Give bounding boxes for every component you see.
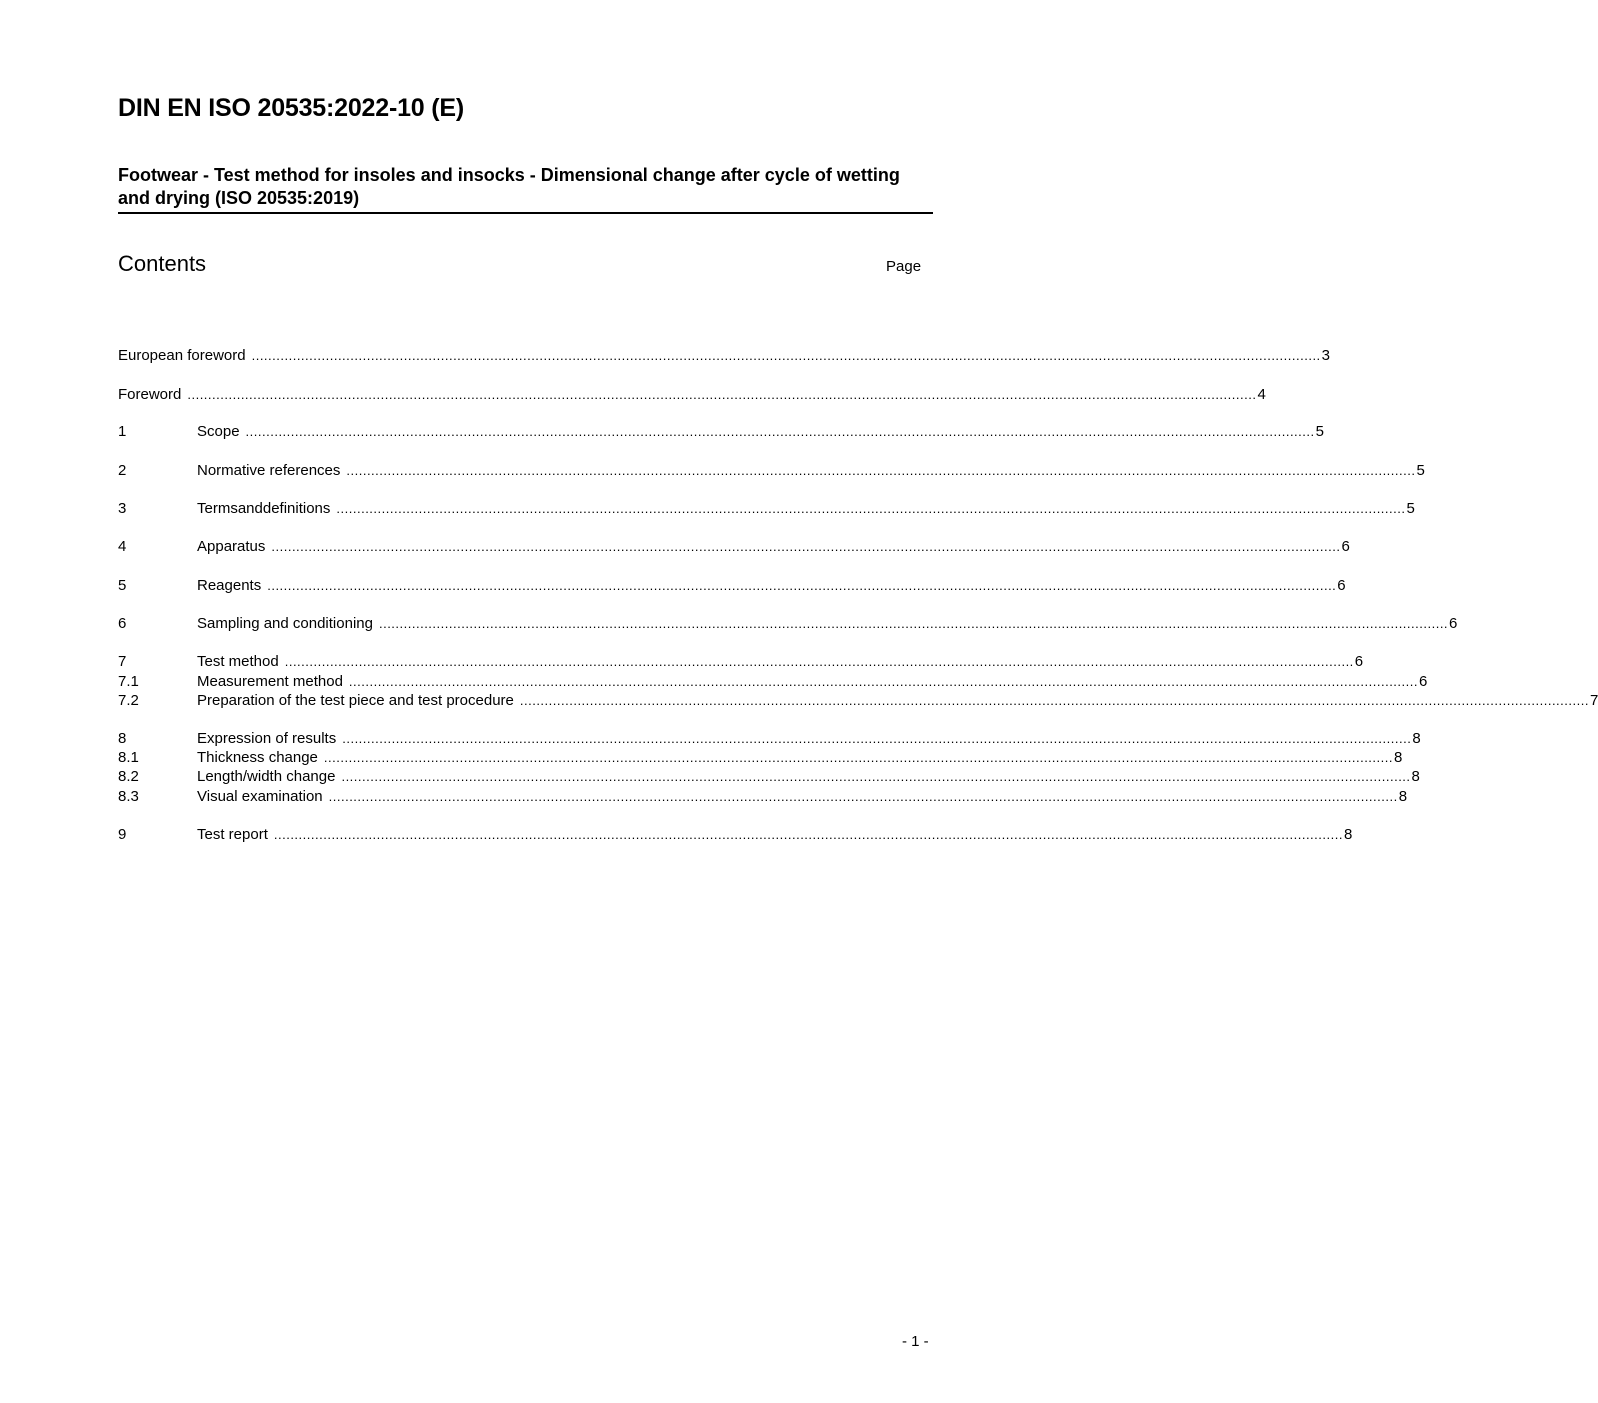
document-subtitle: Footwear - Test method for insoles and insocks - Dimensional change after cycle of wetting and drying (ISO 20535:2019)	[118, 164, 933, 214]
toc-entry-number: 7.1	[118, 673, 139, 690]
toc-leader-dots: ....................................................................................................................................................................................................................................................................	[273, 827, 1343, 842]
toc-leader-dots: ....................................................................................................................................................................................................................................................................	[342, 731, 1412, 746]
toc-leader-dots: ....................................................................................................................................................................................................................................................................	[348, 674, 1418, 689]
toc-entry-title: Foreword	[118, 386, 182, 403]
toc-entry-preparation-of-test-piece[interactable]	[118, 691, 1598, 710]
toc-entry-number: 6	[118, 615, 127, 632]
contents-heading: Contents	[118, 251, 207, 276]
toc-entry-page: 8	[1398, 788, 1408, 805]
toc-entry-foreword[interactable]	[118, 385, 1266, 404]
toc-entry-expression-of-results[interactable]	[118, 729, 1421, 748]
toc-leader-dots: ....................................................................................................................................................................................................................................................................	[267, 578, 1337, 593]
toc-entry-number: 8.2	[118, 768, 139, 785]
toc-entry-page: 4	[1257, 386, 1266, 403]
toc-entry-length-width-change[interactable]	[118, 767, 1420, 786]
toc-leader-dots: ....................................................................................................................................................................................................................................................................	[336, 501, 1406, 516]
document-title: DIN EN ISO 20535:2022-10 (E)	[118, 94, 464, 122]
toc-entry-number: 8.1	[118, 749, 139, 766]
toc-entry-test-method[interactable]	[118, 652, 1364, 671]
toc-entry-page: 6	[1418, 673, 1428, 690]
toc-entry-title: Sampling and conditioning	[197, 615, 373, 632]
toc-leader-dots: ....................................................................................................................................................................................................................................................................	[519, 693, 1589, 708]
toc-entry-title: Normative references	[197, 462, 341, 479]
toc-entry-european-foreword[interactable]	[118, 346, 1331, 365]
toc-entry-title: Visual examination	[197, 788, 323, 805]
toc-entry-page: 8	[1412, 730, 1421, 747]
toc-entry-title: Preparation of the test piece and test procedure	[197, 692, 514, 709]
toc-leader-dots: ....................................................................................................................................................................................................................................................................	[251, 348, 1321, 363]
toc-entry-page: 6	[1449, 615, 1458, 632]
page-number: - 1 -	[902, 1333, 929, 1350]
toc-entry-page: 8	[1393, 749, 1403, 766]
toc-entry-page: 5	[1406, 500, 1415, 517]
toc-entry-title: Termsanddefinitions	[197, 500, 331, 517]
toc-leader-dots: ....................................................................................................................................................................................................................................................................	[323, 750, 1393, 765]
toc-entry-title: Reagents	[197, 577, 262, 594]
toc-entry-page: 8	[1343, 826, 1353, 843]
toc-leader-dots: ....................................................................................................................................................................................................................................................................	[245, 424, 1315, 439]
toc-entry-page: 6	[1337, 577, 1346, 594]
toc-entry-thickness-change[interactable]	[118, 748, 1403, 767]
toc-leader-dots: ....................................................................................................................................................................................................................................................................	[378, 616, 1449, 631]
toc-entry-number: 9	[118, 826, 127, 843]
toc-entry-number: 1	[118, 423, 127, 440]
toc-entry-number: 2	[118, 462, 127, 479]
toc-entry-title: European foreword	[118, 347, 246, 364]
toc-entry-title: Test method	[197, 653, 279, 670]
toc-leader-dots: ....................................................................................................................................................................................................................................................................	[271, 539, 1341, 554]
toc-entry-normative-references[interactable]	[118, 461, 1425, 480]
toc-entry-page: 3	[1321, 347, 1331, 364]
toc-entry-title: Length/width change	[197, 768, 336, 785]
toc-leader-dots: ....................................................................................................................................................................................................................................................................	[346, 463, 1416, 478]
toc-entry-number: 7.2	[118, 692, 139, 709]
toc-entry-number: 8	[118, 730, 127, 747]
toc-entry-title: Scope	[197, 423, 240, 440]
toc-entry-number: 7	[118, 653, 127, 670]
toc-entry-reagents[interactable]	[118, 576, 1346, 595]
toc-entry-visual-examination[interactable]	[118, 787, 1408, 806]
toc-entry-page: 8	[1411, 768, 1420, 785]
toc-entry-number: 4	[118, 538, 127, 555]
toc-leader-dots: ....................................................................................................................................................................................................................................................................	[284, 654, 1354, 669]
toc-entry-test-report[interactable]	[118, 825, 1353, 844]
toc-entry-apparatus[interactable]	[118, 537, 1350, 556]
toc-entry-page: 6	[1354, 653, 1364, 670]
toc-entry-title: Measurement method	[197, 673, 343, 690]
toc-entry-title: Thickness change	[197, 749, 318, 766]
toc-entry-page: 5	[1416, 462, 1425, 479]
toc-leader-dots: ....................................................................................................................................................................................................................................................................	[187, 387, 1257, 402]
toc-entry-page: 6	[1341, 538, 1350, 555]
toc-leader-dots: ....................................................................................................................................................................................................................................................................	[328, 789, 1398, 804]
toc-entry-title: Test report	[197, 826, 268, 843]
page-column-heading: Page	[886, 258, 922, 275]
toc-entry-number: 3	[118, 500, 127, 517]
toc-entry-title: Expression of results	[197, 730, 337, 747]
toc-entry-page: 5	[1315, 423, 1324, 440]
toc-entry-sampling-and-conditioning[interactable]	[118, 614, 1458, 633]
toc-entry-number: 8.3	[118, 788, 139, 805]
toc-entry-measurement-method[interactable]	[118, 672, 1428, 691]
toc-entry-number: 5	[118, 577, 127, 594]
toc-entry-title: Apparatus	[197, 538, 266, 555]
toc-entry-scope[interactable]	[118, 422, 1324, 441]
toc-entry-terms-and-definitions[interactable]	[118, 499, 1415, 518]
toc-entry-page: 7	[1589, 692, 1598, 709]
toc-leader-dots: ....................................................................................................................................................................................................................................................................	[341, 769, 1411, 784]
